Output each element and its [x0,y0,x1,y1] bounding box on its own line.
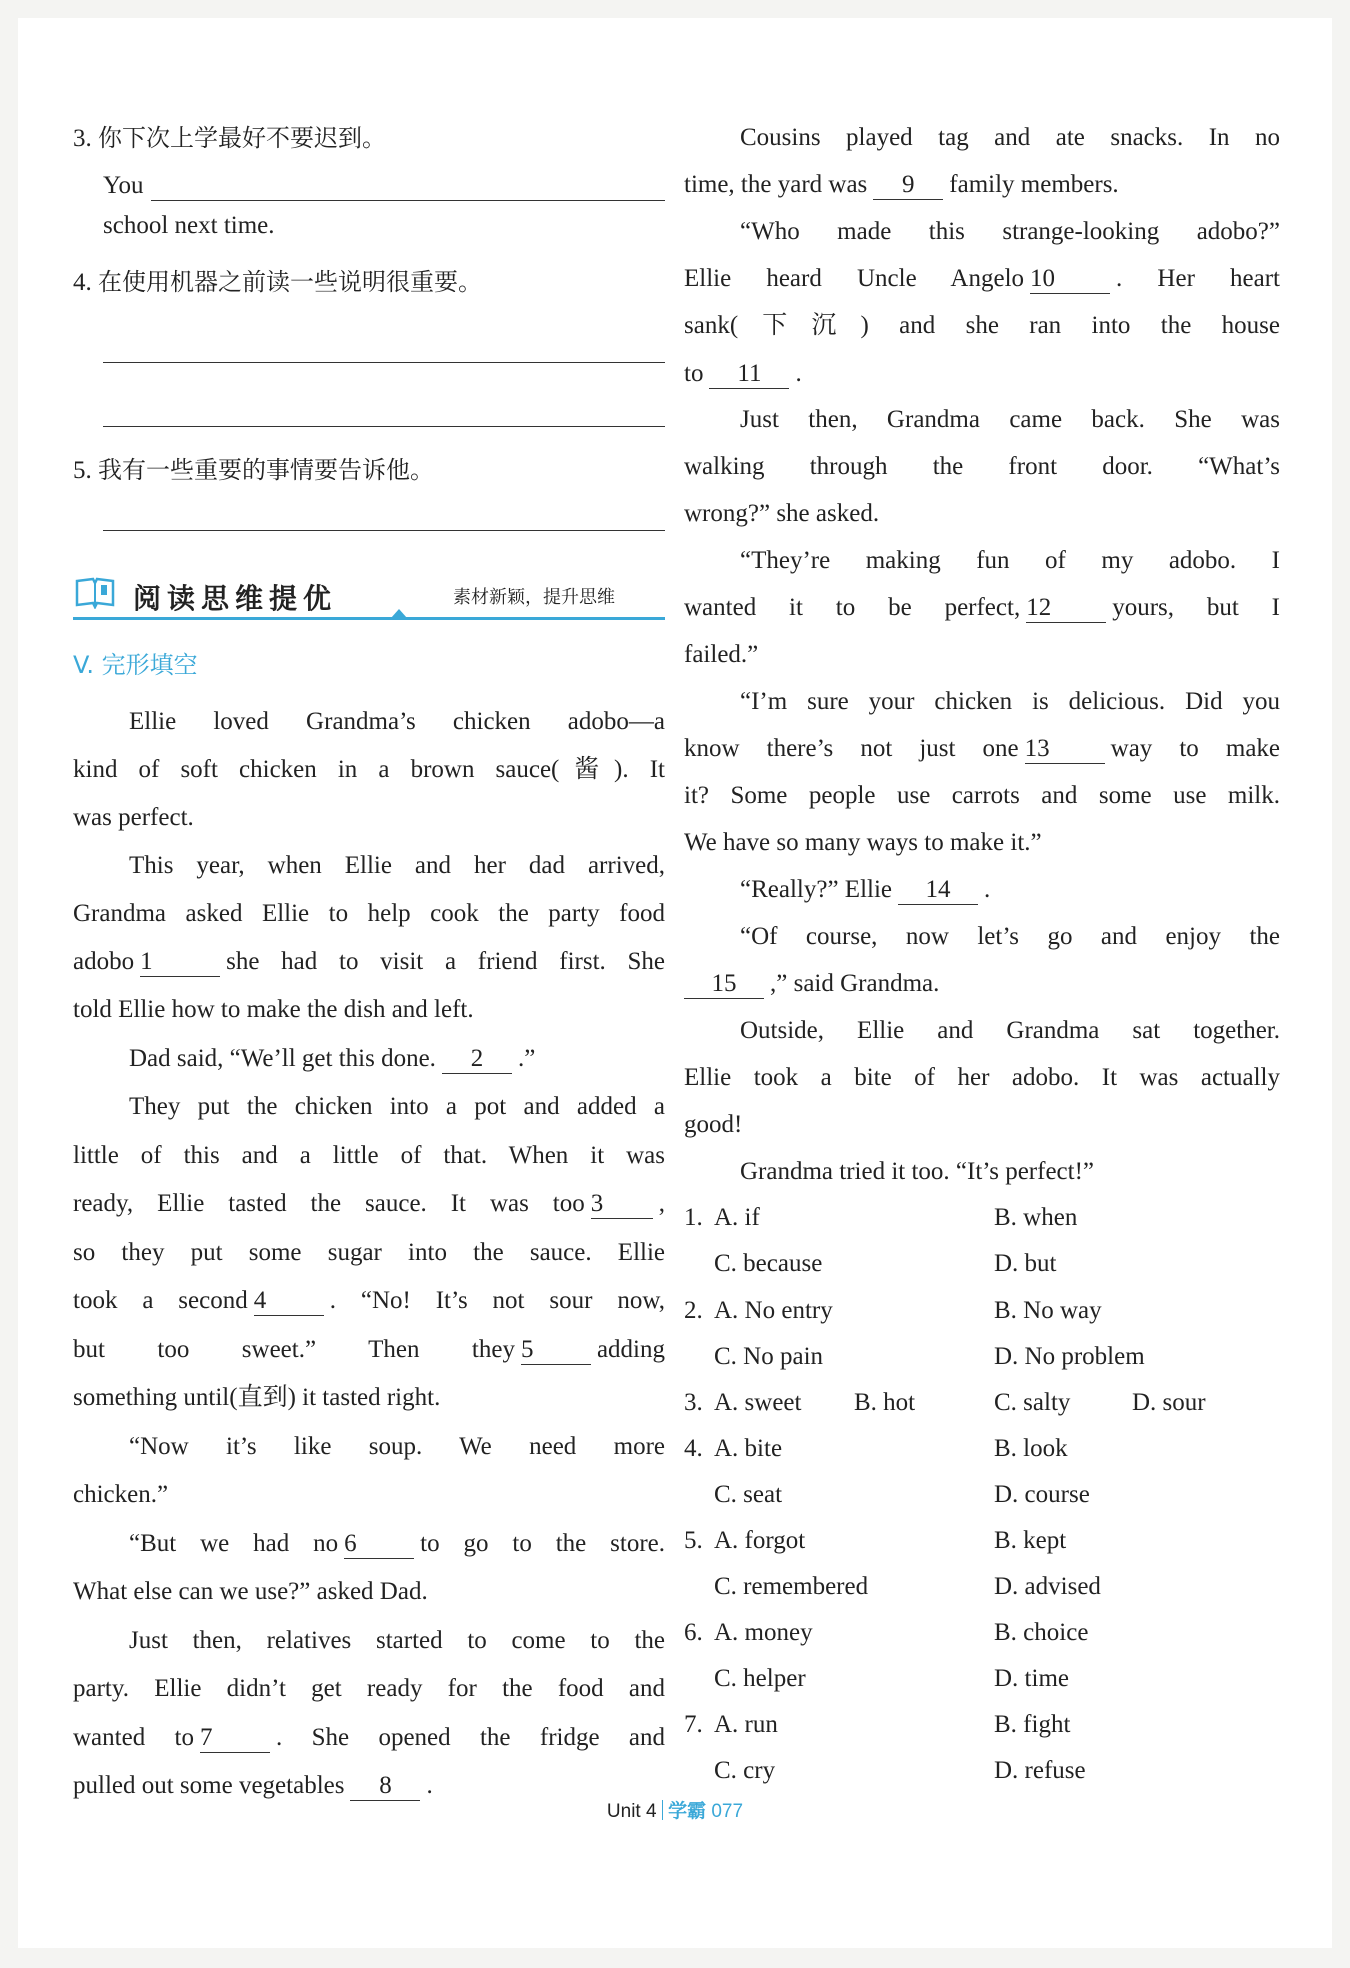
option-a[interactable]: A. money [714,1619,813,1646]
question-number: 4. [73,269,92,296]
passage-line: sank(下沉) and she ran into the house [684,312,1280,339]
blank-11[interactable]: 11 [709,360,789,389]
option-d[interactable]: D. course [994,1481,1090,1508]
question-3 [73,122,665,155]
passage-line: We have so many ways to make it.” [684,829,1042,856]
answer-line-end [103,210,665,242]
option-c[interactable]: C. helper [714,1665,806,1692]
passage-line: little of this and a little of that. When it was [73,1142,665,1169]
passage-text: . “No! It’s not sour now, [329,1287,665,1314]
option-c[interactable]: C. No pain [714,1343,824,1370]
option-number: 6. [684,1619,703,1646]
passage-line: good! [684,1111,743,1138]
passage-text: Ellie heard Uncle Angelo [684,265,1025,292]
passage-line: told Ellie how to make the dish and left. [73,996,474,1023]
blank-5[interactable]: 5 [521,1336,591,1365]
blank-9[interactable]: 9 [873,171,943,200]
passage-line: Just then, relatives started to come to the [129,1627,665,1654]
option-a[interactable]: A. run [714,1711,778,1738]
passage-line: so they put some sugar into the sauce. Ellie [73,1239,665,1266]
passage-line [73,946,665,978]
passage-line [684,733,1280,765]
question-prompt: 在使用机器之前读一些说明很重要。 [98,268,482,296]
passage-text: .” [517,1045,536,1072]
brand-label: 学霸 [668,1801,707,1822]
option-c[interactable]: C. remembered [714,1573,869,1600]
passage-line: chicken.” [73,1481,169,1508]
passage-line [73,1528,665,1560]
answer-blank-line[interactable] [103,426,665,427]
textbook-page [18,18,1332,1948]
passage-text: , [658,1190,665,1217]
passage-line: wrong?” she asked. [684,500,880,527]
passage-line: Grandma tried it too. “It’s perfect!” [740,1158,1095,1185]
option-a[interactable]: A. No entry [714,1297,833,1324]
option-number: 7. [684,1711,703,1738]
passage-line: party. Ellie didn’t get ready for the food and [73,1675,665,1702]
option-c[interactable]: C. because [714,1250,823,1277]
passage-line: “I’m sure your chicken is delicious. Did you [740,688,1280,715]
answer-end-words: school next time. [103,212,275,239]
answer-line-start [103,170,665,202]
option-number: 5. [684,1527,703,1554]
blank-3[interactable]: 3 [591,1190,653,1219]
passage-text: . [426,1772,433,1799]
passage-text: “But we had no [129,1530,339,1557]
passage-line [684,592,1280,624]
passage-line: Ellie took a bite of her adobo. It was actually [684,1064,1280,1091]
passage-text: but too sweet.” Then they [73,1336,515,1363]
footer-separator [662,1800,664,1820]
answer-blank-line[interactable] [151,200,665,201]
blank-10[interactable]: 10 [1030,265,1110,294]
passage-text: “Really?” Ellie [740,876,893,903]
option-b[interactable]: B. kept [994,1527,1067,1554]
passage-line: was perfect. [73,804,194,831]
passage-text: adding [596,1336,665,1363]
section-triangle-mark [391,609,407,618]
option-number: 1. [684,1204,703,1231]
option-d[interactable]: D. but [994,1250,1057,1277]
passage-line [684,968,1280,1000]
option-b[interactable]: B. No way [994,1297,1102,1324]
blank-4[interactable]: 4 [254,1287,324,1316]
blank-15[interactable]: 15 [684,970,764,999]
page-footer [18,1796,1332,1823]
section-title: 阅读思维提优 [133,582,338,615]
passage-text: yours, but I [1112,594,1280,621]
passage-text: ,” said Grandma. [770,970,940,997]
passage-line: “Who made this strange-looking adobo?” [740,218,1280,245]
passage-line [73,1043,665,1075]
passage-text: Dad said, “We’ll get this done. [129,1045,436,1072]
passage-line [73,1285,665,1317]
option-a[interactable]: A. if [714,1204,760,1231]
option-b[interactable]: B. when [994,1204,1078,1231]
option-c[interactable]: C. salty [994,1389,1071,1416]
answer-blank-line[interactable] [103,530,665,531]
passage-line: They put the chicken into a pot and added a [129,1093,665,1120]
passage-text: know there’s not just one [684,735,1019,762]
question-number: 5. [73,457,92,484]
option-b[interactable]: B. hot [854,1389,916,1416]
option-number: 2. [684,1297,703,1324]
section-subtitle: 素材新颖，提升思维 [453,587,615,608]
option-number: 4. [684,1435,703,1462]
part-heading: V. 完形填空 [73,651,198,679]
option-c[interactable]: C. cry [714,1757,776,1784]
option-a[interactable]: A. bite [714,1435,783,1462]
blank-2[interactable]: 2 [442,1045,512,1074]
option-d[interactable]: D. No problem [994,1343,1145,1370]
blank-12[interactable]: 12 [1026,594,1106,623]
passage-line: This year, when Ellie and her dad arrived, [129,852,665,879]
passage-text: adobo [73,948,135,975]
passage-text: . She opened the fridge and [276,1724,666,1751]
passage-line [684,358,1280,390]
option-d[interactable]: D. sour [1132,1389,1206,1416]
question-4 [73,266,665,299]
blank-14[interactable]: 14 [898,876,978,905]
passage-line: “Now it’s like soup. We need more [129,1433,665,1460]
option-b[interactable]: B. look [994,1435,1068,1462]
passage-text: . [984,876,991,903]
option-d[interactable]: D. advised [994,1573,1101,1600]
blank-1[interactable]: 1 [140,948,220,977]
passage-text: to go to the store. [420,1530,666,1557]
answer-start-word: You [103,172,144,199]
passage-text: wanted it to be perfect, [684,594,1021,621]
passage-text: way to make [1110,735,1281,762]
passage-line: What else can we use?” asked Dad. [73,1578,428,1605]
passage-line: it? Some people use carrots and some use milk. [684,782,1280,809]
option-a[interactable]: A. forgot [714,1527,806,1554]
passage-line [684,169,1280,201]
passage-line: failed.” [684,641,759,668]
option-b[interactable]: B. choice [994,1619,1089,1646]
passage-text: pulled out some vegetables [73,1772,345,1799]
passage-line [73,1722,665,1754]
passage-text: to [684,360,704,387]
blank-7[interactable]: 7 [200,1724,270,1753]
passage-line: walking through the front door. “What’s [684,453,1280,480]
unit-label: Unit 4 [606,1801,657,1822]
page-number: 077 [711,1801,744,1822]
blank-8[interactable]: 8 [350,1772,420,1801]
passage-text: she had to visit a friend first. She [226,948,665,975]
question-prompt: 你下次上学最好不要迟到。 [98,124,386,152]
passage-line: Grandma asked Ellie to help cook the party food [73,900,665,927]
question-5 [73,454,665,487]
passage-text: wanted to [73,1724,194,1751]
passage-text: ready, Ellie tasted the sauce. It was too [73,1190,585,1217]
question-prompt: 我有一些重要的事情要告诉他。 [98,456,434,484]
passage-line: Just then, Grandma came back. She was [740,406,1280,433]
passage-text: . [795,360,802,387]
passage-line: Ellie loved Grandma’s chicken adobo—a [129,708,665,735]
passage-line: “Of course, now let’s go and enjoy the [740,923,1280,950]
passage-line: “They’re making fun of my adobo. I [740,547,1280,574]
passage-line [684,874,1280,906]
option-c[interactable]: C. seat [714,1481,783,1508]
passage-line: Cousins played tag and ate snacks. In no [740,124,1280,151]
passage-line: Outside, Ellie and Grandma sat together. [740,1017,1280,1044]
answer-blank-line[interactable] [103,362,665,363]
passage-line: kind of soft chicken in a brown sauce(酱). It [73,756,665,783]
passage-line [73,1188,665,1220]
option-number: 3. [684,1389,703,1416]
section-header [73,569,665,625]
book-icon [75,575,115,609]
section-divider [73,617,665,620]
passage-text: time, the yard was [684,171,868,198]
option-b[interactable]: B. fight [994,1711,1071,1738]
passage-line: something until(直到) it tasted right. [73,1384,441,1411]
option-d[interactable]: D. time [994,1665,1069,1692]
passage-text: family members. [949,171,1119,198]
question-number: 3. [73,125,92,152]
blank-13[interactable]: 13 [1025,735,1105,764]
passage-text: . Her heart [1116,265,1280,292]
option-d[interactable]: D. refuse [994,1757,1086,1784]
blank-6[interactable]: 6 [344,1530,414,1559]
option-a[interactable]: A. sweet [714,1389,802,1416]
passage-text: took a second [73,1287,248,1314]
passage-line [73,1334,665,1366]
passage-line [684,263,1280,295]
